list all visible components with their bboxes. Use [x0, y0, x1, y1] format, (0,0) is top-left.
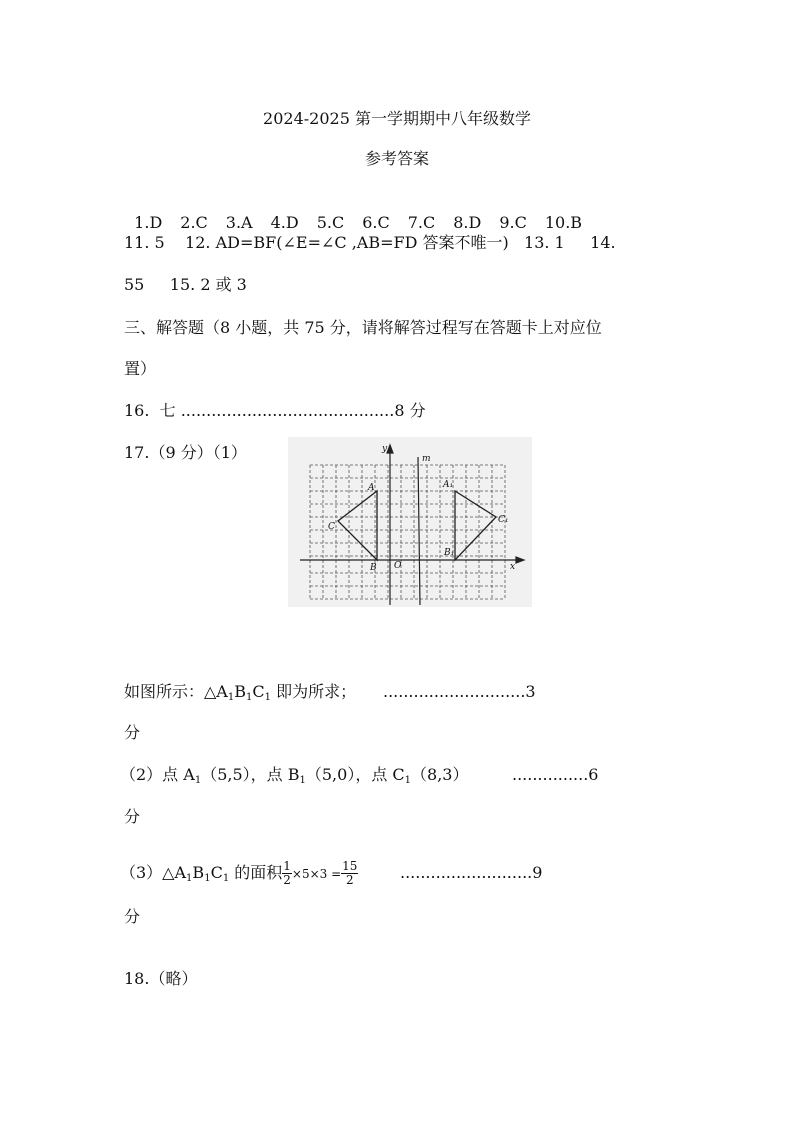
fill-blank-line-2: 55 15. 2 或 3 — [124, 275, 247, 294]
fraction-fifteen-halves: $\frac{15}{2}$ — [342, 859, 358, 887]
answer-item: 7.C — [407, 213, 436, 232]
answer-item: 3.A — [225, 213, 253, 232]
answer-item: 10.B — [544, 213, 583, 232]
choice-answers — [124, 190, 600, 234]
fraction-one-half: $\frac{1}{2}$ — [283, 859, 291, 887]
point-b1-label: B₁ — [444, 548, 455, 558]
section-3-line-1: 三、解答题（8 小题，共 75 分，请将解答过程写在答题卡上对应位 — [124, 318, 602, 337]
point-b-label: B — [370, 563, 377, 573]
coordinate-grid-figure — [288, 437, 532, 607]
page-subtitle: 参考答案 — [364, 149, 429, 168]
fill-blank-line-1: 11. 5 12. AD=BF(∠E=∠C ,AB=FD 答案不唯一) 13. 1 14. — [124, 233, 616, 252]
answer-item: 4.D — [270, 213, 299, 232]
q17-part3-text: $(3)\triangle A_1B_1C_1$ 的面积 $\frac{1}{2}$ ×5×3 = $\frac{15}{2}$ — [120, 859, 358, 887]
question-16: 16. 七 ..........................................8 分 — [124, 401, 426, 420]
answer-item: 9.C — [499, 213, 527, 232]
line-m-label: m — [422, 454, 431, 464]
answer-item: 6.C — [362, 213, 390, 232]
q17-part1-unit: 分 — [124, 723, 141, 742]
origin-label: O — [394, 561, 402, 571]
q17-part2-unit: 分 — [124, 807, 141, 826]
question-18: 18.（略） — [124, 969, 198, 988]
question-17-heading: 17.（9 分）（1） — [124, 443, 247, 462]
y-axis-label: y — [382, 444, 388, 454]
point-a-label: A — [368, 483, 375, 493]
q17-part2-text: （2）点 $A_1(5,5)$，点 $B_1(5,0)$，点 $C_1(8,3)$ — [120, 765, 469, 786]
q17-part1-text: 如图所示：$\triangle A_1B_1C_1$ 即为所求； — [124, 682, 357, 703]
page-title: 2024-2025 第一学期期中八年级数学 — [263, 109, 531, 128]
q17-part1-dots: ............................3 — [383, 682, 536, 701]
point-a1-label: A₁ — [443, 480, 454, 490]
answer-item: 8.D — [453, 213, 482, 232]
point-c1-label: C₁ — [498, 515, 509, 525]
answer-item: 5.C — [316, 213, 345, 232]
point-c-label: C — [328, 522, 335, 532]
section-3-line-2: 置） — [124, 359, 157, 378]
q17-part3-unit: 分 — [124, 907, 141, 926]
q17-part2-dots: ...............6 — [512, 765, 599, 784]
answer-item: 2.C — [180, 213, 208, 232]
answer-item: 1.D — [134, 213, 163, 232]
x-axis-label: x — [510, 562, 516, 572]
q17-part3-dots: ..........................9 — [400, 863, 543, 882]
